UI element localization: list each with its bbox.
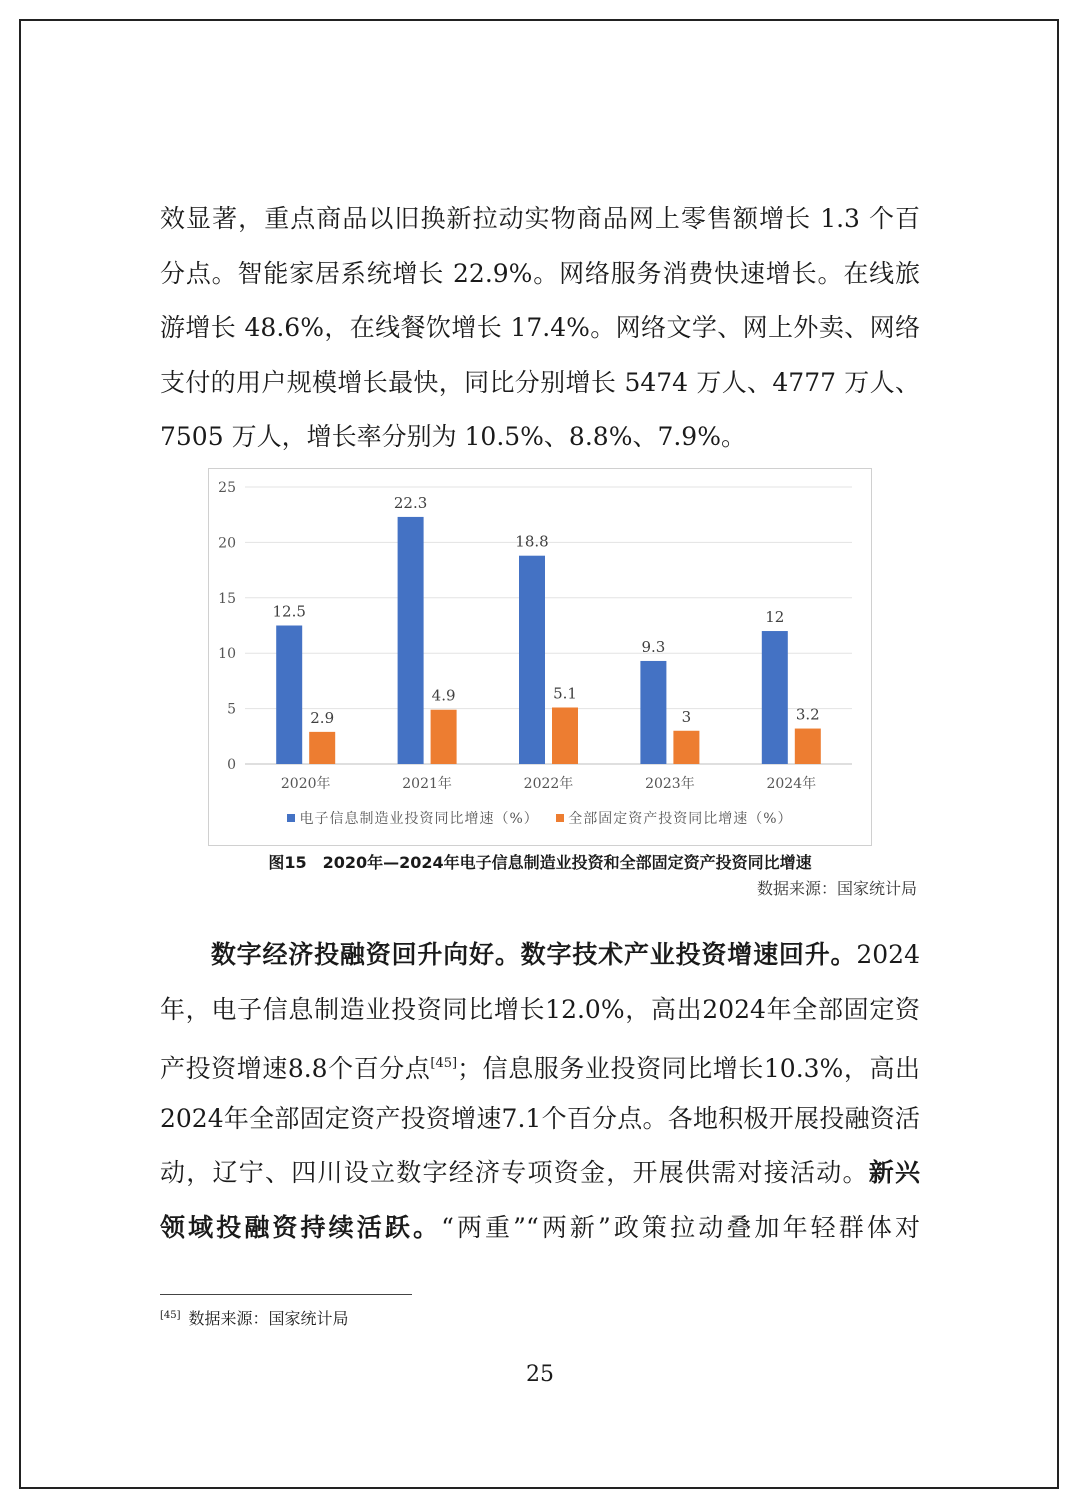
- legend-swatch-blue: [287, 814, 295, 822]
- paragraph-2-text: 2024: [856, 940, 920, 969]
- paragraph-2-text: “两重”“两新”政策拉动叠加年轻群体对: [441, 1212, 920, 1242]
- paragraph-2-text: ；信息服务业投资同比增长10.3%，高出: [457, 1054, 921, 1083]
- bar-orange: [431, 710, 457, 764]
- paragraph-1-line: 支付的用户规模增长最快，同比分别增长 5474 万人、4777 万人、: [160, 367, 920, 397]
- y-tick-label: 10: [218, 646, 236, 663]
- y-tick-label: 20: [218, 535, 236, 552]
- bar-orange: [309, 732, 335, 764]
- paragraph-1-line: 游增长 48.6%，在线餐饮增长 17.4%。网络文学、网上外卖、网络: [160, 313, 920, 342]
- paragraph-1-line: 7505 万人，增长率分别为 10.5%、8.8%、7.9%。: [160, 422, 746, 451]
- x-tick-label: 2022年: [523, 776, 574, 792]
- paragraph-2-text: 动，辽宁、四川设立数字经济专项资金，开展供需对接活动。: [160, 1158, 869, 1187]
- chart-legend: [0, 808, 1080, 828]
- legend-label-series-1: 电子信息制造业投资同比增速（%）: [299, 811, 539, 827]
- legend-label-series-2: 全部固定资产投资同比增速（%）: [568, 811, 793, 827]
- footnote-marker: [45]: [160, 1310, 181, 1321]
- data-label: 22.3: [393, 493, 428, 512]
- y-tick-label: 25: [218, 480, 236, 496]
- data-label: 3.2: [795, 705, 820, 724]
- bold-heading-2-cont: 领域投融资持续活跃。: [160, 1212, 442, 1242]
- bar-blue: [519, 556, 545, 764]
- x-tick-label: 2020年: [280, 776, 331, 792]
- footnote-divider: [160, 1294, 412, 1295]
- legend-item-series-1: [287, 808, 538, 828]
- figure-caption: 图15 2020年—2024年电子信息制造业投资和全部固定资产投资同比增速: [268, 853, 812, 872]
- y-tick-label: 15: [218, 590, 236, 607]
- bar-blue: [762, 631, 788, 764]
- bold-heading-1: 数字经济投融资回升向好。数字技术产业投资增速回升。: [210, 940, 857, 969]
- paragraph-2-line: 2024年全部固定资产投资增速7.1个百分点。各地积极开展投融资活: [160, 1103, 920, 1133]
- bar-blue: [276, 626, 302, 765]
- footnote-text: 数据来源：国家统计局: [188, 1309, 349, 1328]
- x-tick-label: 2021年: [402, 776, 452, 792]
- bar-orange: [795, 729, 821, 764]
- paragraph-2-line: [160, 1201, 920, 1256]
- page-number: 25: [526, 1362, 554, 1387]
- y-tick-label: 0: [227, 757, 236, 773]
- footnote: [160, 1306, 349, 1329]
- paragraph-2-line: [160, 1037, 920, 1092]
- data-label: 12: [765, 608, 785, 627]
- data-label: 12.5: [272, 602, 306, 621]
- bar-blue: [398, 517, 424, 764]
- x-tick-label: 2023年: [645, 776, 695, 792]
- footnote-reference[interactable]: [45]: [430, 1056, 458, 1071]
- paragraph-1-line: 效显著，重点商品以旧换新拉动实物商品网上零售额增长 1.3 个百: [160, 204, 920, 233]
- paragraph-1-line: 分点。智能家居系统增长 22.9%。网络服务消费快速增长。在线旅: [160, 258, 920, 288]
- x-tick-label: 2024年: [766, 776, 817, 792]
- data-label: 18.8: [515, 532, 549, 551]
- data-label: 2.9: [310, 708, 335, 727]
- data-label: 4.9: [431, 686, 456, 705]
- legend-item-series-2: [556, 808, 792, 828]
- bar-orange: [552, 707, 578, 764]
- data-label: 5.1: [553, 684, 577, 703]
- paragraph-2-text: 产投资增速8.8个百分点: [160, 1054, 431, 1083]
- data-label: 9.3: [641, 637, 666, 656]
- paragraph-2: [160, 928, 920, 1255]
- figure-source: 数据来源：国家统计局: [756, 879, 917, 898]
- y-tick-label: 5: [227, 701, 236, 718]
- data-label: 3: [681, 707, 692, 726]
- bar-blue: [640, 661, 666, 764]
- bar-orange: [673, 731, 699, 764]
- paragraph-2-line: 年，电子信息制造业投资同比增长12.0%，高出2024年全部固定资: [160, 994, 920, 1024]
- paragraph-2-line: [160, 1146, 920, 1201]
- bold-heading-2: 新兴: [868, 1158, 920, 1187]
- legend-swatch-orange: [556, 814, 564, 822]
- paragraph-2-line: [160, 928, 920, 983]
